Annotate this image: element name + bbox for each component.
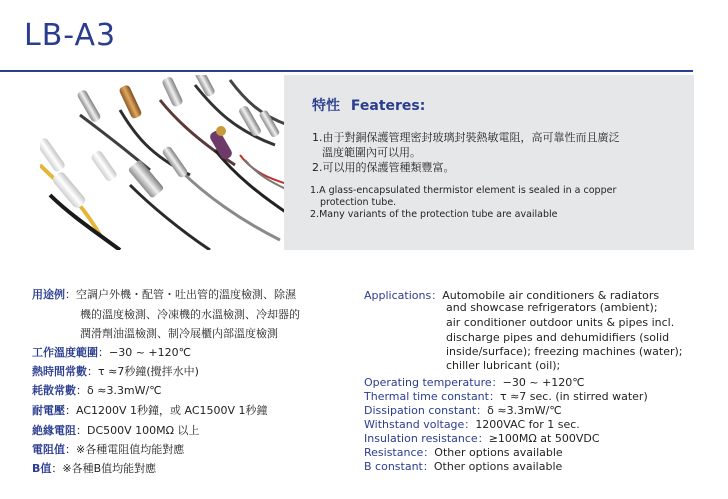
- cn-insulation: [32, 422, 200, 438]
- cn-applications-line-1: ：空調户外機・配管・吐出管的溫度檢測、除濕: [65, 288, 296, 301]
- cn-resistance-value: ：※各種電阻值均能對應: [65, 443, 185, 456]
- en-dissipation-label: Dissipation constant：: [364, 404, 488, 417]
- page-title: LB-A3: [24, 18, 117, 53]
- features-heading-en: Feateres:: [350, 98, 426, 114]
- en-b-constant: [364, 458, 562, 474]
- cn-b-value-value: ：※各種B值均能對應: [51, 462, 157, 475]
- cn-resistance: [32, 441, 184, 457]
- en-b-constant-label: B constant：: [364, 460, 434, 473]
- en-time-constant-label: Thermal time constant：: [364, 390, 500, 403]
- features-heading: [312, 95, 425, 115]
- feature-cn-line-1: 1.由于對銅保護管理密封玻璃封裝熱敏電阻，高可靠性而且廣泛: [312, 131, 620, 144]
- cn-time-constant-value: ：τ ≈7秒鐘(攪拌水中): [87, 365, 199, 378]
- en-dissipation-value: δ ≈3.3mW/℃: [487, 404, 562, 417]
- cn-time-constant-label: 熱時間常數: [32, 365, 87, 378]
- en-operating-temp-value: −30 ~ +120℃: [502, 376, 585, 389]
- en-applications-line-1: Automobile air conditioners & radiators: [442, 289, 660, 302]
- en-applications-line-6: chiller lubricant (oil);: [446, 359, 561, 372]
- en-resistance-label: Resistance：: [364, 446, 435, 459]
- feature-en-line-1: 1.A glass-encapsulated thermistor element is sealed in a copper: [310, 185, 617, 196]
- en-applications-label: Applications：: [364, 289, 443, 302]
- cn-operating-temp: [32, 344, 191, 360]
- en-resistance-value: Other options available: [434, 446, 563, 459]
- cn-dissipation: [32, 382, 162, 398]
- cn-insulation-value: ：DC500V 100MΩ 以上: [76, 424, 200, 437]
- feature-en-line-3: 2.Many variants of the protection tube are available: [310, 209, 558, 220]
- features-heading-cn: 特性: [312, 98, 340, 114]
- en-applications-line-4: discharge pipes and dehumidifiers (solid: [446, 331, 670, 344]
- feature-en-line-2: protection tube.: [320, 197, 397, 208]
- title-divider: [0, 70, 693, 72]
- feature-cn-line-2: 溫度範圍內可以用。: [322, 146, 421, 159]
- cn-applications-line-2: 機的溫度檢測、冷凍機的水溫檢測、冷却器的: [80, 308, 300, 321]
- cn-resistance-label: 電阻值: [32, 443, 65, 456]
- en-b-constant-value: Other options available: [433, 460, 563, 473]
- cn-dissipation-label: 耗散常數: [32, 384, 76, 397]
- cn-dissipation-value: ：δ ≈3.3mW/℃: [76, 384, 162, 397]
- en-time-constant-value: τ ≈7 sec. (in stirred water): [499, 390, 648, 403]
- cn-b-value-label: B值: [32, 462, 52, 475]
- en-applications-line-3: air conditioner outdoor units & pipes incl.: [446, 316, 675, 329]
- cn-b-value: [32, 460, 156, 476]
- feature-cn-line-3: 2.可以用的保護管種類豐富。: [312, 161, 455, 174]
- en-applications-line-5: inside/surface); freezing machines (water);: [446, 345, 683, 358]
- cn-operating-temp-value: ：−30 ~ +120℃: [98, 346, 191, 359]
- cn-time-constant: [32, 363, 199, 379]
- en-withstand-value: 1200VAC for 1 sec.: [475, 418, 580, 431]
- product-photo: [40, 75, 290, 250]
- cn-applications: [32, 286, 296, 302]
- cn-applications-label: 用途例: [32, 288, 65, 301]
- en-operating-temp-label: Operating temperature：: [364, 376, 503, 389]
- cn-withstand: [32, 402, 268, 418]
- en-insulation-label: Insulation resistance：: [364, 432, 489, 445]
- thermistor-product-photo: [40, 75, 290, 250]
- cn-applications-line-3: 潤滑劑油溫檢測、制冷展櫃内部溫度檢測: [80, 327, 278, 340]
- cn-operating-temp-label: 工作溫度範圍: [32, 346, 98, 359]
- cn-withstand-label: 耐電壓: [32, 404, 65, 417]
- en-insulation-value: ≥100MΩ at 500VDC: [488, 432, 600, 445]
- en-withstand-label: Withstand voltage：: [364, 418, 476, 431]
- en-applications-line-2: and showcase refrigerators (ambient);: [446, 301, 658, 314]
- cn-insulation-label: 絶緣電阻: [32, 424, 76, 437]
- cn-withstand-value: ：AC1200V 1秒鐘，或 AC1500V 1秒鐘: [65, 404, 268, 417]
